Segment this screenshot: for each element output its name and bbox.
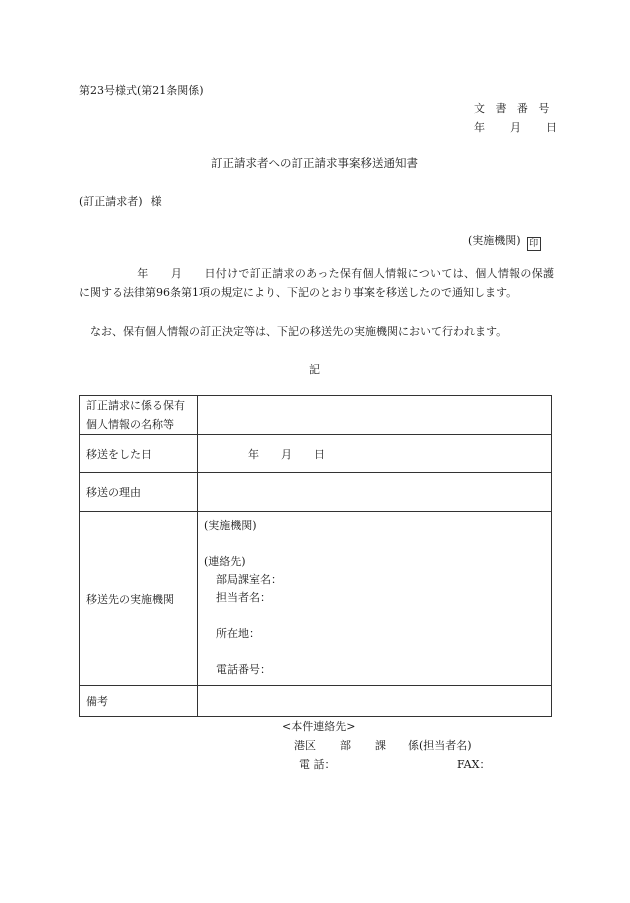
body-paragraph-1: [79, 264, 554, 302]
body-paragraph-2: [79, 322, 554, 341]
contact-bu: 部: [340, 739, 351, 752]
body-paragraph-2-text: なお、保有個人情報の訂正決定等は、下記の移送先の実施機関において行われます。: [90, 325, 508, 338]
form-number: 第23号様式(第21条関係): [79, 84, 204, 97]
row-label-transfer-reason: 移送の理由: [80, 473, 198, 512]
value-personal-info-name: [198, 396, 552, 435]
value-destination-agency: [198, 512, 552, 686]
document-title: 訂正請求者への訂正請求事案移送通知書: [211, 156, 418, 170]
destination-contact: (連絡先): [204, 555, 246, 568]
destination-phone: 電話番号：: [216, 663, 271, 676]
addressee-honorific: 様: [150, 195, 162, 208]
row-label-personal-info-name: [80, 396, 198, 435]
row-label-line: 個人情報の名称等: [86, 418, 174, 431]
transfer-date-month: 月: [281, 447, 292, 461]
header-date-year: 年: [474, 121, 485, 134]
body-paragraph-1-text: 日付けで訂正請求のあった保有個人情報については、個人情報の保護に関する法律第96条第1項の規定により、下記のとおり事案を移送したので通知します。: [79, 267, 555, 299]
transfer-date-year: 年: [248, 447, 259, 461]
body-date-month: 月: [170, 267, 183, 280]
row-label-transfer-date: 移送をした日: [80, 435, 198, 473]
contact-ka: 課: [375, 739, 386, 752]
row-label-remarks: 備考: [80, 686, 198, 717]
ki-heading: 記: [309, 363, 320, 376]
contact-heading: <本件連絡先>: [282, 720, 356, 733]
contact-ward: 港区: [294, 739, 316, 752]
table-row: [80, 686, 552, 717]
header-date: [474, 119, 557, 135]
transfer-details-table: [79, 395, 552, 717]
destination-address: 所在地：: [216, 627, 260, 640]
table-row: [80, 473, 552, 512]
header-date-month: 月: [510, 121, 521, 134]
destination-org: (実施機関): [204, 519, 257, 532]
addressee-name: (訂正請求者): [79, 195, 143, 208]
row-label-destination-agency: 移送先の実施機関: [80, 512, 198, 686]
contact-department-line: [294, 737, 472, 753]
table-row: [80, 396, 552, 435]
table-row: [80, 435, 552, 473]
header-date-day: 日: [546, 121, 557, 134]
sender-org: (実施機関): [468, 234, 521, 247]
value-transfer-date: [198, 435, 552, 473]
addressee: [79, 193, 162, 209]
value-remarks: [198, 686, 552, 717]
contact-kakari: 係(担当者名): [408, 739, 472, 752]
transfer-date-day: 日: [314, 447, 325, 461]
table-row: [80, 512, 552, 686]
seal-stamp: 印: [527, 237, 541, 251]
destination-person: 担当者名：: [216, 591, 271, 604]
value-transfer-reason: [198, 473, 552, 512]
destination-department: 部局課室名：: [216, 573, 282, 586]
contact-fax: FAX：: [457, 758, 491, 771]
contact-phone: 電 話：: [299, 758, 336, 771]
sender: [468, 232, 541, 251]
row-label-line: 訂正請求に係る保有: [86, 399, 185, 412]
body-date-year: 年: [137, 267, 149, 280]
document-number-label: 文書番号: [474, 102, 560, 115]
